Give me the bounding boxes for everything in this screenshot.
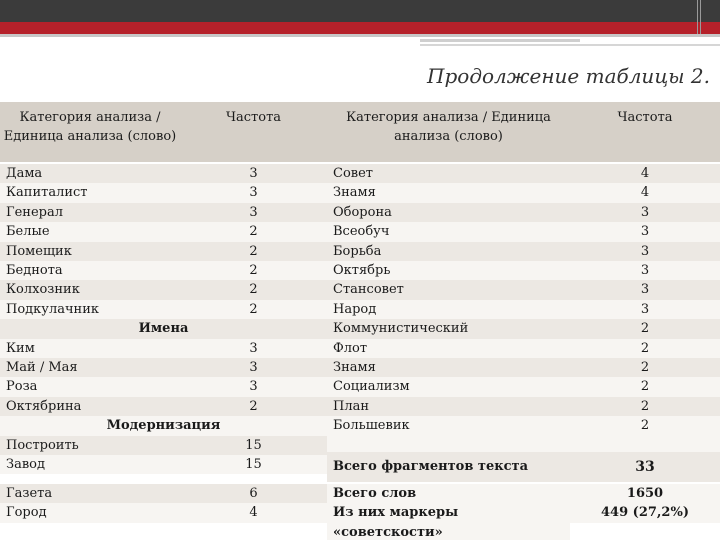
left-word-cell: Октябрина bbox=[0, 397, 180, 416]
right-frequency-cell: 3 bbox=[570, 242, 720, 261]
right-word-cell: Оборона bbox=[327, 203, 570, 222]
left-frequency-cell: 3 bbox=[180, 183, 327, 202]
right-frequency-cell: 2 bbox=[570, 416, 720, 435]
header-category-left: Категория анализа / Единица анализа (слово) bbox=[0, 102, 180, 162]
right-frequency-cell: 3 bbox=[570, 300, 720, 319]
right-frequency-cell: 3 bbox=[570, 203, 720, 222]
left-word-cell: Ким bbox=[0, 339, 180, 358]
right-frequency-cell: 2 bbox=[570, 377, 720, 396]
right-word-cell: Стансовет bbox=[327, 280, 570, 299]
divider-line bbox=[0, 34, 720, 37]
divider-line bbox=[697, 0, 698, 34]
section-heading: Модернизация bbox=[0, 416, 327, 435]
right-frequency-cell: 2 bbox=[570, 358, 720, 377]
words-value: 1650 bbox=[570, 484, 720, 503]
left-frequency-cell: 15 bbox=[180, 436, 327, 455]
left-word-cell: Капиталист bbox=[0, 183, 180, 202]
right-frequency-cell: 3 bbox=[570, 280, 720, 299]
left-frequency-cell: 2 bbox=[180, 280, 327, 299]
right-frequency-cell: 2 bbox=[570, 319, 720, 338]
right-frequency-cell: 2 bbox=[570, 397, 720, 416]
left-frequency-cell: 3 bbox=[180, 339, 327, 358]
left-frequency-cell: 2 bbox=[180, 261, 327, 280]
right-word-cell: Большевик bbox=[327, 416, 570, 435]
left-word-cell: Подкулачник bbox=[0, 300, 180, 319]
divider-line bbox=[700, 0, 701, 34]
right-frequency-cell: 4 bbox=[570, 183, 720, 202]
left-word-cell: Май / Мая bbox=[0, 358, 180, 377]
left-word-cell: Построить bbox=[0, 436, 180, 455]
left-frequency-cell: 15 bbox=[180, 455, 327, 474]
right-frequency-cell: 4 bbox=[570, 164, 720, 183]
left-word-cell: Генерал bbox=[0, 203, 180, 222]
left-frequency-cell: 6 bbox=[180, 484, 327, 503]
left-frequency-cell: 3 bbox=[180, 203, 327, 222]
left-word-cell: Беднота bbox=[0, 261, 180, 280]
right-word-cell: Флот bbox=[327, 339, 570, 358]
markers-label: Из них маркеры bbox=[327, 503, 570, 522]
left-frequency-cell: 3 bbox=[180, 358, 327, 377]
left-word-cell: Белые bbox=[0, 222, 180, 241]
left-frequency-cell: 4 bbox=[180, 503, 327, 522]
left-word-cell: Завод bbox=[0, 455, 180, 474]
left-frequency-cell: 2 bbox=[180, 242, 327, 261]
fragments-label: Всего фрагментов текста bbox=[327, 452, 570, 482]
divider-line bbox=[420, 39, 580, 42]
right-frequency-cell: 2 bbox=[570, 339, 720, 358]
left-word-cell: Помещик bbox=[0, 242, 180, 261]
left-word-cell: Роза bbox=[0, 377, 180, 396]
right-word-cell: План bbox=[327, 397, 570, 416]
right-word-cell: Знамя bbox=[327, 358, 570, 377]
left-frequency-cell: 2 bbox=[180, 397, 327, 416]
words-label: Всего слов bbox=[327, 484, 570, 503]
right-frequency-cell: 3 bbox=[570, 222, 720, 241]
fragments-value: 33 bbox=[570, 452, 720, 482]
right-word-cell: Совет bbox=[327, 164, 570, 183]
header-frequency-right: Частота bbox=[570, 102, 720, 162]
accent-bar bbox=[0, 22, 720, 34]
left-word-cell: Колхозник bbox=[0, 280, 180, 299]
section-heading: Имена bbox=[0, 319, 327, 338]
left-frequency-cell: 3 bbox=[180, 377, 327, 396]
markers-label-continued: «советскости» bbox=[327, 523, 570, 540]
left-word-cell: Город bbox=[0, 503, 180, 522]
right-word-cell: Борьба bbox=[327, 242, 570, 261]
right-word-cell: Всеобуч bbox=[327, 222, 570, 241]
frequency-table bbox=[0, 102, 720, 540]
right-word-cell: Социализм bbox=[327, 377, 570, 396]
right-word-cell: Коммунистический bbox=[327, 319, 570, 338]
right-word-cell: Народ bbox=[327, 300, 570, 319]
left-word-cell: Дама bbox=[0, 164, 180, 183]
header-category-right: Категория анализа / Единица анализа (слово) bbox=[327, 102, 570, 162]
left-word-cell: Газета bbox=[0, 484, 180, 503]
left-frequency-cell: 3 bbox=[180, 164, 327, 183]
page-subtitle: Продолжение таблицы 2. bbox=[427, 64, 710, 88]
right-word-cell: Октябрь bbox=[327, 261, 570, 280]
right-word-cell: Знамя bbox=[327, 183, 570, 202]
header-frequency-left: Частота bbox=[180, 102, 327, 162]
empty-cell bbox=[327, 436, 720, 452]
left-frequency-cell: 2 bbox=[180, 222, 327, 241]
divider-line bbox=[420, 44, 720, 46]
left-frequency-cell: 2 bbox=[180, 300, 327, 319]
right-frequency-cell: 3 bbox=[570, 261, 720, 280]
title-bar bbox=[0, 0, 720, 22]
markers-value: 449 (27,2%) bbox=[570, 503, 720, 522]
